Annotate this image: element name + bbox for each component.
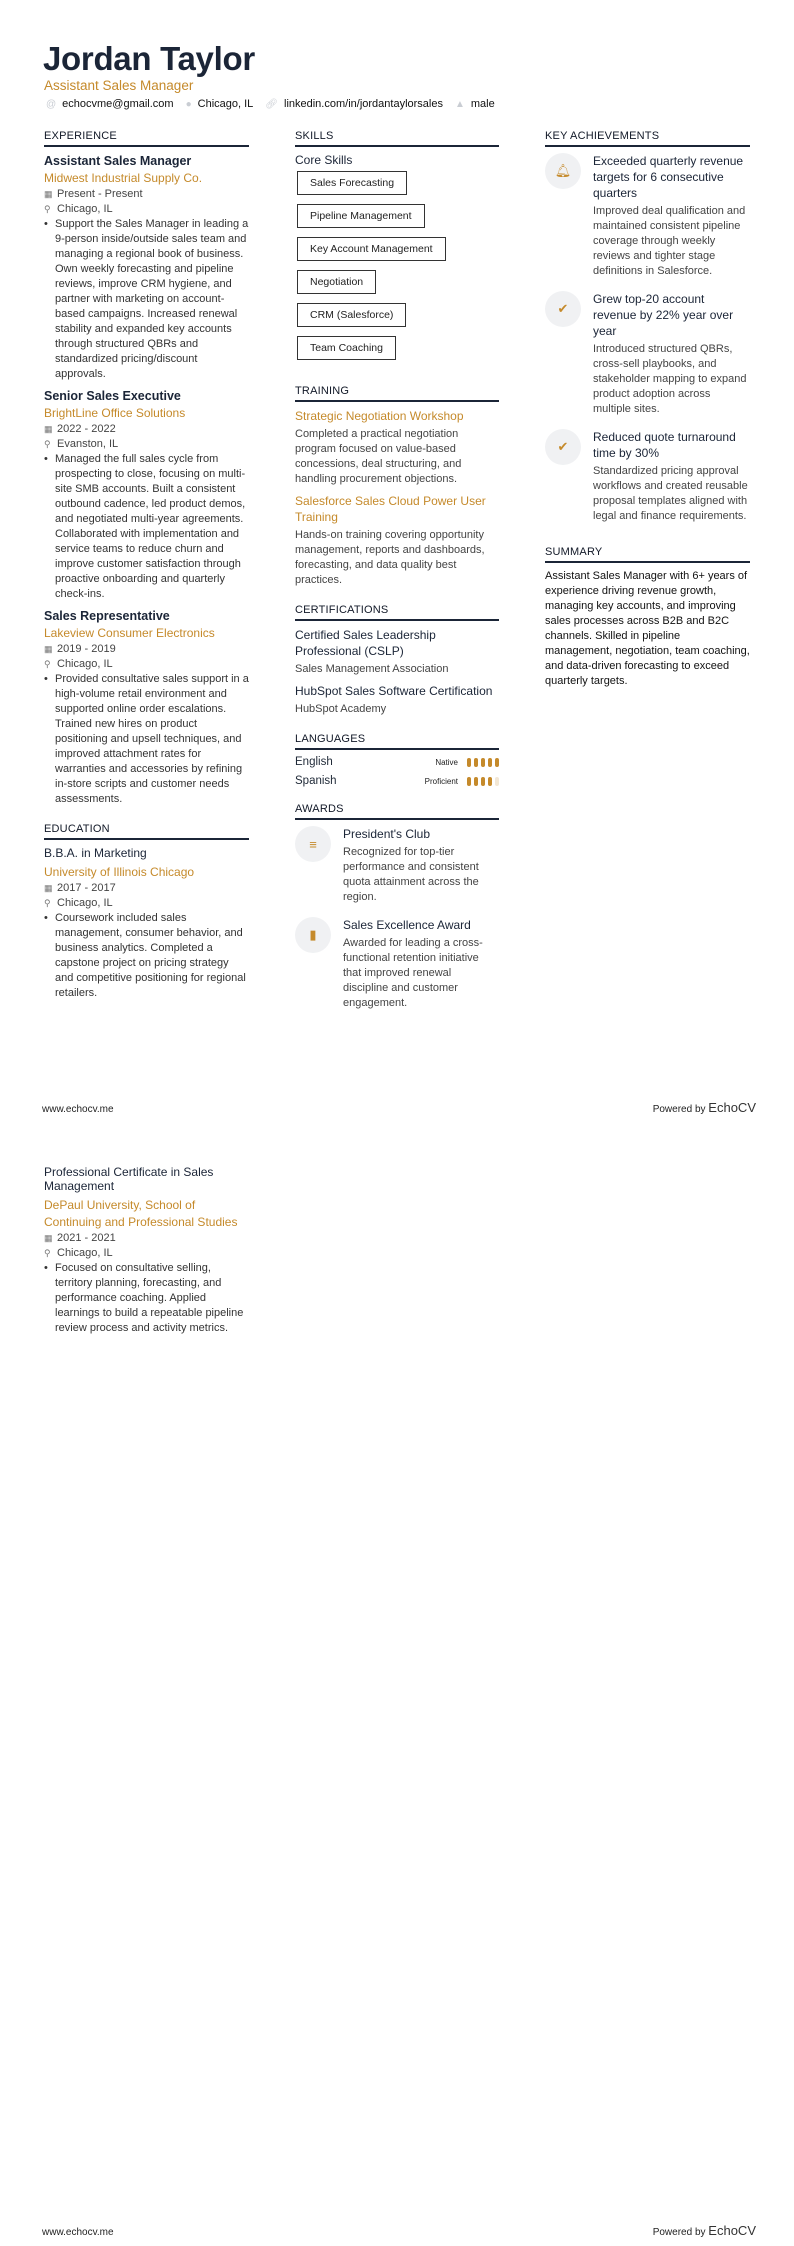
calendar-icon: ▦ (44, 189, 53, 199)
lines-icon: ≡ (295, 826, 331, 862)
summary-text: Assistant Sales Manager with 6+ years of experience driving revenue growth, managing key accounts, and improving sales processes across B2B and B2C channels. Skilled in pipeline management, negotiation, team coaching, and data-driven forecasting to exceed quarterly targets. (545, 570, 750, 687)
entry-organization: Midwest Industrial Supply Co. (44, 171, 203, 185)
dates-text: 2017 - 2017 (57, 882, 116, 894)
contact-location (186, 98, 254, 110)
bullet-item: • Provided consultative sales support in a high-volume retail environment and supported online order escalations. Trained new hires on product positioning and upsell techniques, and improved attachment rates for warranties and accessories by refining in-store scripts and customer needs assessments. (44, 672, 249, 807)
contact-gender (455, 98, 495, 110)
location-text: Chicago, IL (57, 1247, 113, 1259)
item-description: Improved deal qualification and maintained consistent pipeline coverage through weekly reviews and tighter stage definitions in Salesforce. (593, 205, 746, 277)
contact-email[interactable] (46, 98, 174, 110)
item-description: Recognized for top-tier performance and consistent quota attainment across the region. (343, 846, 479, 903)
bullet-item: • Managed the full sales cycle from prospecting to close, focusing on multi-site SMB accounts. Built a consistent outbound cadence, led product demos, and negotiated multi-year agreements. Collaborated with implementation and service teams to reduce churn and improve customer satisfaction through proactive onboarding and quarterly check-ins. (44, 452, 249, 602)
skills-section (295, 130, 499, 369)
skill-tag-row (295, 336, 499, 369)
entry-location (44, 1246, 249, 1261)
language-name: Spanish (295, 775, 337, 787)
certification-issuer: HubSpot Academy (295, 703, 387, 715)
entry-organization: University of Illinois Chicago (44, 865, 195, 879)
language-level (425, 777, 499, 786)
check-badge-icon: ✔ (545, 429, 581, 465)
certifications-section (295, 604, 499, 717)
at-icon: @ (46, 98, 57, 110)
section-heading: SUMMARY (545, 546, 750, 563)
skill-tag: CRM (Salesforce) (297, 303, 406, 327)
entry-title: B.B.A. in Marketing (44, 846, 147, 860)
contact-text: linkedin.com/in/jordantaylorsales (284, 98, 443, 110)
middle-column (295, 130, 499, 1033)
check-badge-icon: ✔ (545, 291, 581, 327)
entry-organization: DePaul University, School of Continuing and Professional Studies (44, 1198, 238, 1229)
section-heading: AWARDS (295, 803, 499, 820)
summary-section (545, 546, 750, 689)
achievements-text (593, 153, 750, 285)
skill-group-title: Core Skills (295, 153, 353, 167)
entry-dates (44, 422, 249, 437)
entry (44, 846, 249, 1001)
training-title: Strategic Negotiation Workshop (295, 409, 464, 423)
achievements-item (545, 429, 750, 530)
entry-location (44, 896, 249, 911)
level-label: Native (435, 757, 458, 767)
level-pip (488, 758, 492, 767)
section-heading: SKILLS (295, 130, 499, 147)
level-pip (488, 777, 492, 786)
level-pip (495, 758, 499, 767)
level-pip (474, 777, 478, 786)
entry-dates (44, 1231, 249, 1246)
location-text: Chicago, IL (57, 203, 113, 215)
section-heading: EXPERIENCE (44, 130, 249, 147)
entry (44, 608, 249, 807)
location-text: Evanston, IL (57, 438, 119, 450)
bullet-item: • Support the Sales Manager in leading a 9-person inside/outside sales team and managing a regional book of business. Own weekly forecasting and pipeline reviews, improve CRM hygiene, and partner with marketing on account-based campaigns. Increased renewal stability and expanded key accounts through structured QBRs and standardized pricing/discount approvals. (44, 217, 249, 382)
awards-text (343, 826, 499, 911)
awards-section (295, 803, 499, 1017)
contact-row (46, 98, 495, 110)
section-heading: CERTIFICATIONS (295, 604, 499, 621)
location-icon: ⚲ (44, 439, 51, 449)
item-title: Sales Excellence Award (343, 918, 471, 932)
document-icon: ▮ (295, 917, 331, 953)
entry (44, 388, 249, 602)
skill-tag-row (295, 171, 499, 204)
awards-text (343, 917, 499, 1017)
level-pip (474, 758, 478, 767)
level-pip (467, 758, 471, 767)
achievements-text (593, 291, 750, 423)
right-column (545, 130, 750, 705)
location-icon: ⚲ (44, 659, 51, 669)
location-text: Chicago, IL (57, 658, 113, 670)
contact-text: Chicago, IL (197, 98, 254, 110)
footer-powered[interactable] (653, 1100, 756, 1115)
entry-location (44, 437, 249, 452)
brand-name: EchoCV (708, 2223, 756, 2238)
training-description: Hands-on training covering opportunity management, reports and dashboards, forecasting, and data quality best practices. (295, 529, 485, 586)
dates-text: 2022 - 2022 (57, 423, 116, 435)
dates-text: 2019 - 2019 (57, 643, 116, 655)
item-title: Grew top-20 account revenue by 22% year over year (593, 292, 734, 338)
location-icon: ⚲ (44, 898, 51, 908)
language-name: English (295, 756, 333, 768)
bell-icon: 🔔︎ (545, 153, 581, 189)
item-title: President's Club (343, 827, 430, 841)
brand-name: EchoCV (708, 1100, 756, 1115)
achievements-item (545, 291, 750, 423)
entry-dates (44, 642, 249, 657)
location-icon: ● (185, 98, 192, 110)
section-heading: EDUCATION (44, 823, 249, 840)
entry (44, 153, 249, 382)
candidate-title: Assistant Sales Manager (44, 78, 194, 93)
footer-powered[interactable] (653, 2223, 756, 2238)
certification-title: Certified Sales Leadership Professional (CSLP) (295, 628, 436, 658)
achievements-section (545, 130, 750, 530)
level-pip (467, 777, 471, 786)
training-title: Salesforce Sales Cloud Power User Training (295, 494, 486, 524)
bullet-item: • Coursework included sales management, consumer behavior, and business analytics. Completed a capstone project on pricing strategy and competitive positioning for regional retailers. (44, 911, 249, 1001)
awards-item (295, 826, 499, 911)
item-description: Introduced structured QBRs, cross-sell playbooks, and stakeholder mapping to expand product adoption across multiple sites. (593, 343, 747, 415)
candidate-name: Jordan Taylor (43, 40, 255, 77)
item-title: Reduced quote turnaround time by 30% (593, 430, 736, 460)
skill-tag-row (295, 270, 499, 303)
contact-text: echocvme@gmail.com (62, 98, 174, 110)
awards-item (295, 917, 499, 1017)
item-title: Exceeded quarterly revenue targets for 6 consecutive quarters (593, 154, 744, 200)
dates-text: 2021 - 2021 (57, 1232, 116, 1244)
education-section (44, 823, 249, 1001)
bullet-list (44, 1261, 249, 1336)
skill-tag: Negotiation (297, 270, 376, 294)
entry-dates (44, 187, 249, 202)
achievements-text (593, 429, 750, 530)
location-icon: ⚲ (44, 204, 51, 214)
calendar-icon: ▦ (44, 1233, 53, 1243)
location-text: Chicago, IL (57, 897, 113, 909)
entry-location (44, 657, 249, 672)
entry-title: Assistant Sales Manager (44, 154, 192, 168)
contact-text: male (470, 98, 495, 110)
level-pip (481, 777, 485, 786)
entry-dates (44, 881, 249, 896)
language-level (435, 758, 499, 767)
bullet-list (44, 672, 249, 807)
footer-site-link[interactable]: www.echocv.me (42, 1104, 114, 1115)
level-pip (495, 777, 499, 786)
user-icon: ▲ (454, 98, 465, 110)
achievements-item (545, 153, 750, 285)
entry-title: Senior Sales Executive (44, 389, 181, 403)
level-pip (481, 758, 485, 767)
powered-label: Powered by (652, 2227, 706, 2238)
certification-title: HubSpot Sales Software Certification (295, 684, 493, 698)
skill-tag: Team Coaching (297, 336, 396, 360)
section-heading: LANGUAGES (295, 733, 499, 750)
dates-text: Present - Present (57, 188, 143, 200)
languages-section (295, 733, 499, 787)
location-icon: ⚲ (44, 1248, 51, 1258)
training-description: Completed a practical negotiation program focused on value-based concessions, deal structuring, and handling procurement objections. (295, 428, 462, 485)
level-label: Proficient (424, 776, 458, 786)
section-heading: TRAINING (295, 385, 499, 402)
certification-issuer: Sales Management Association (295, 663, 449, 675)
page-2-education (44, 1165, 249, 1342)
skill-tag-row (295, 204, 499, 237)
language-row (295, 756, 499, 768)
bullet-list (44, 911, 249, 1001)
entry-title: Sales Representative (44, 609, 170, 623)
item-description: Standardized pricing approval workflows and created reusable proposal templates aligned with legal and finance requirements. (593, 465, 748, 522)
skill-tag: Pipeline Management (297, 204, 425, 228)
skill-tag-row (295, 237, 499, 270)
skill-tag: Sales Forecasting (297, 171, 407, 195)
entry-location (44, 202, 249, 217)
skill-tag: Key Account Management (297, 237, 446, 261)
calendar-icon: ▦ (44, 883, 53, 893)
bullet-item: • Focused on consultative selling, territory planning, forecasting, and performance coaching. Applied learnings to build a repeatable pipeline review process and activity metrics. (44, 1261, 249, 1336)
entry (44, 1165, 249, 1336)
left-column (44, 130, 249, 1017)
training-section (295, 385, 499, 588)
section-heading: KEY ACHIEVEMENTS (545, 130, 750, 147)
entry-organization: BrightLine Office Solutions (44, 406, 186, 420)
link-icon: 🔗︎ (265, 98, 278, 110)
footer-site-link[interactable]: www.echocv.me (42, 2227, 114, 2238)
experience-section (44, 130, 249, 807)
bullet-list (44, 217, 249, 382)
entry-organization: Lakeview Consumer Electronics (44, 626, 215, 640)
language-row (295, 775, 499, 787)
powered-label: Powered by (652, 1104, 706, 1115)
calendar-icon: ▦ (44, 424, 53, 434)
item-description: Awarded for leading a cross-functional retention initiative that improved renewal discipline and customer engagement. (343, 937, 483, 1009)
entry-title: Professional Certificate in Sales Management (44, 1165, 214, 1193)
calendar-icon: ▦ (44, 644, 53, 654)
contact-linkedin[interactable] (265, 98, 443, 110)
bullet-list (44, 452, 249, 602)
skill-tag-row (295, 303, 499, 336)
